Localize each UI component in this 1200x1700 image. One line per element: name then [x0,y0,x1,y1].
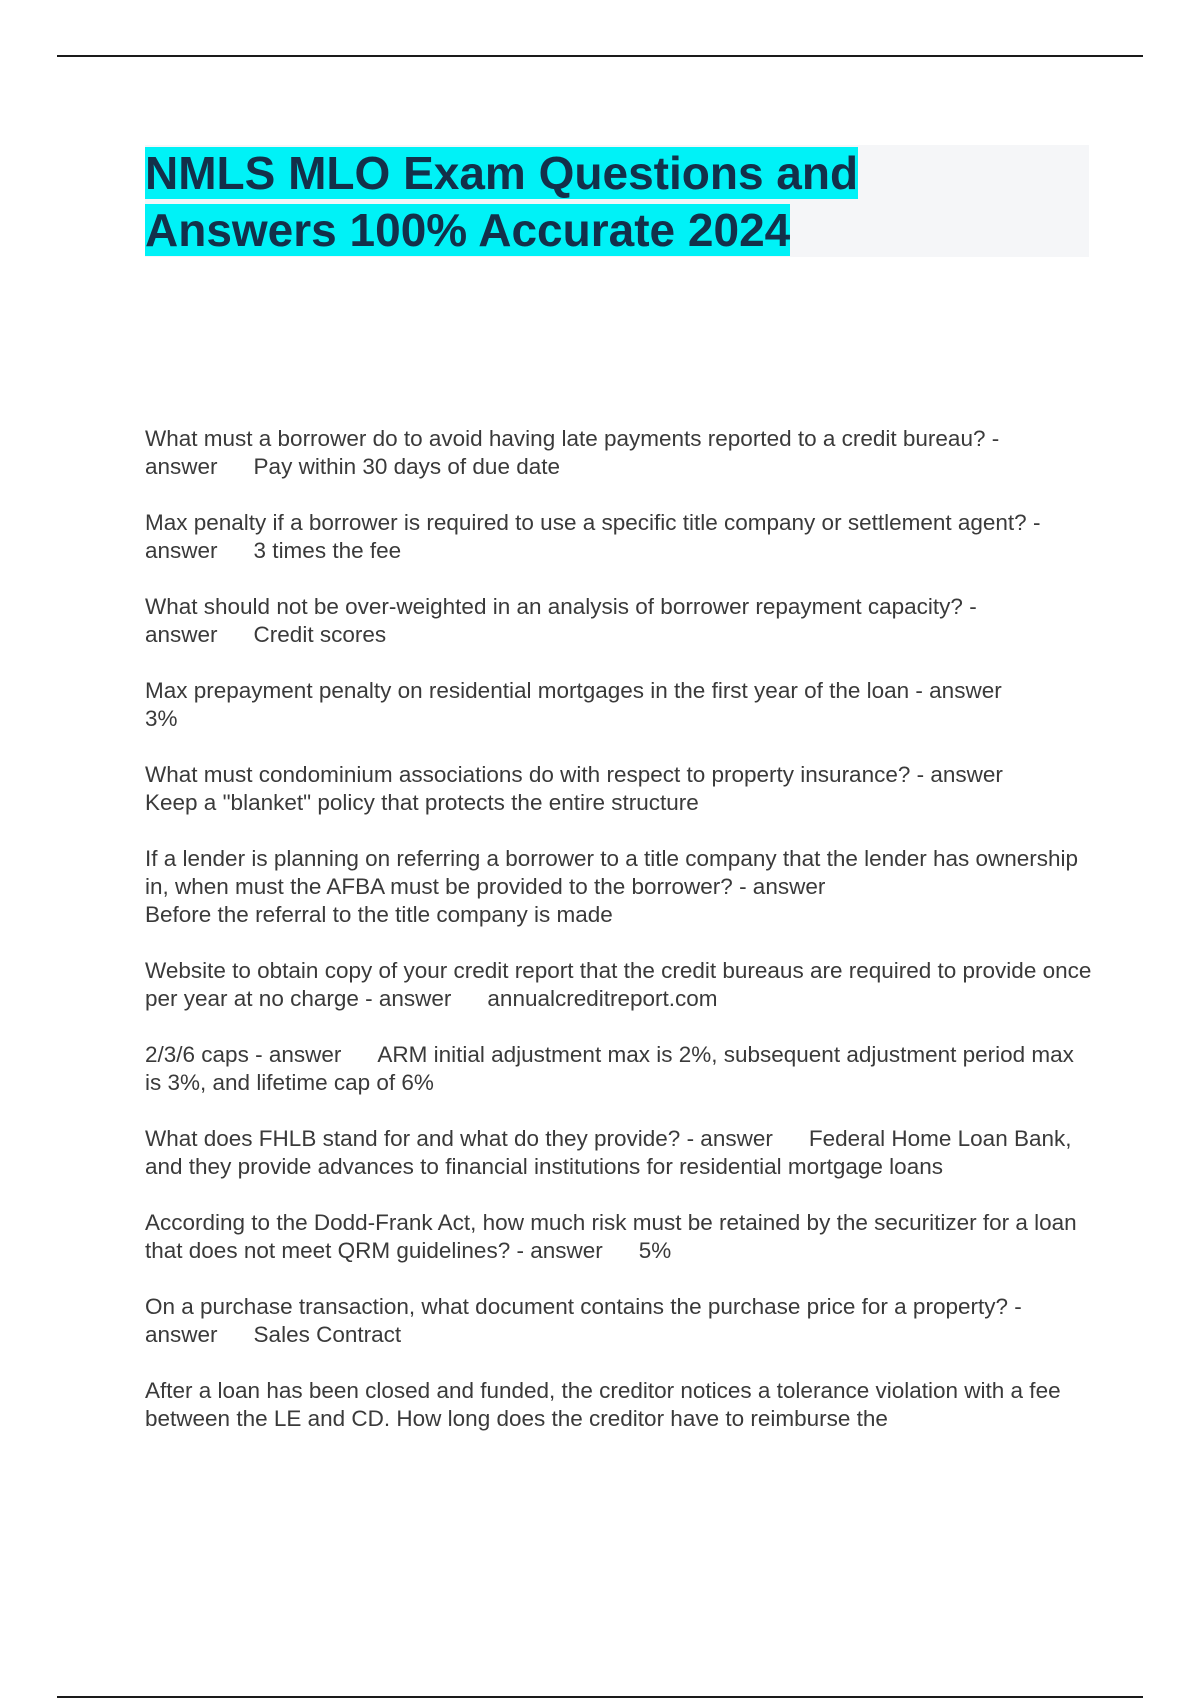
bottom-rule [57,1696,1143,1698]
qa-item [145,1209,1095,1265]
question-text: After a loan has been closed and funded, the creditor notices a tolerance violation with a fee between the LE and CD. How long does the creditor have to reimburse the [145,1378,1061,1431]
answer-separator: - answer [145,426,1000,479]
answer-text: Pay within 30 days of due date [253,454,560,479]
qa-item [145,957,1095,1013]
answer-text: Federal Home Loan Bank, and they provide advances to financial institutions for residential mortgage loans [145,1126,1072,1179]
question-text: On a purchase transaction, what document contains the purchase price for a property? [145,1294,1008,1319]
question-text: What must a borrower do to avoid having late payments reported to a credit bureau? [145,426,986,451]
qa-item [145,677,1095,733]
question-text: Website to obtain copy of your credit report that the credit bureaus are required to provide once per year at no charge [145,958,1092,1011]
qa-item [145,761,1095,817]
title-block [145,145,1089,257]
question-text: 2/3/6 caps [145,1042,249,1067]
answer-separator: - answer [732,874,826,899]
answer-text: 5% [638,1238,672,1263]
answer-separator: - answer [680,1126,773,1151]
answer-text: Credit scores [253,622,387,647]
answer-separator: - answer [248,1042,342,1067]
answer-separator: - answer [145,1294,1022,1347]
qa-item [145,1293,1095,1349]
question-text: What must condominium associations do with respect to property insurance? [145,762,911,787]
answer-separator: - answer [510,1238,603,1263]
question-text: What should not be over-weighted in an analysis of borrower repayment capacity? [145,594,963,619]
answer-text: Sales Contract [253,1322,402,1347]
answer-text: 3 times the fee [253,538,402,563]
qa-item [145,425,1095,481]
qa-item [145,1125,1095,1181]
answer-text: ARM initial adjustment max is 2%, subsequent adjustment period max is 3%, and lifetime cap of 6% [145,1042,1074,1095]
qa-list [145,425,1095,1461]
question-text: According to the Dodd-Frank Act, how much risk must be retained by the securitizer for a loan that does not meet QRM guidelines? [145,1210,1077,1263]
answer-separator: - answer [145,510,1041,563]
answer-separator: - answer [358,986,452,1011]
qa-item [145,1041,1095,1097]
answer-separator: - answer [145,594,977,647]
answer-text: Before the referral to the title company is made [145,902,613,927]
answer-text: 3% [145,706,178,731]
qa-item [145,593,1095,649]
qa-item [145,845,1095,929]
answer-text: annualcreditreport.com [487,986,718,1011]
top-rule [57,55,1143,57]
question-text: Max prepayment penalty on residential mortgages in the first year of the loan [145,678,910,703]
question-text: What does FHLB stand for and what do they provide? [145,1126,681,1151]
document-title [145,145,945,259]
answer-separator: - answer [910,762,1003,787]
answer-separator: - answer [909,678,1002,703]
answer-text: Keep a "blanket" policy that protects the entire structure [145,790,699,815]
question-text: If a lender is planning on referring a borrower to a title company that the lender has ownership in, when must the AFBA must be provided to the borrower? [145,846,1079,899]
qa-item [145,509,1095,565]
question-text: Max penalty if a borrower is required to use a specific title company or settlement agent? [145,510,1027,535]
qa-item [145,1377,1095,1433]
title-highlight: NMLS MLO Exam Questions and Answers 100% Accurate 2024 [145,147,859,256]
